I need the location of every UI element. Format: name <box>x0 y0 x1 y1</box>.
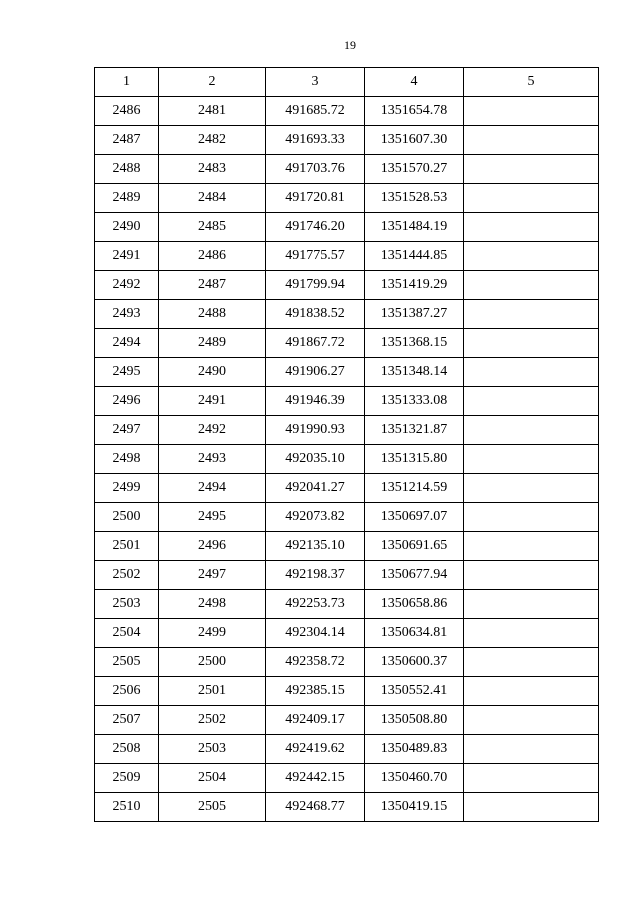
table-cell: 2505 <box>159 793 266 822</box>
table-cell: 2507 <box>95 706 159 735</box>
table-cell: 1351528.53 <box>365 184 464 213</box>
table-cell: 491799.94 <box>266 271 365 300</box>
table-row <box>95 300 599 329</box>
table-cell: 492304.14 <box>266 619 365 648</box>
table-row <box>95 764 599 793</box>
table-cell: 2497 <box>159 561 266 590</box>
table-row <box>95 706 599 735</box>
table-row <box>95 532 599 561</box>
table-cell: 2504 <box>159 764 266 793</box>
table-cell <box>464 184 599 213</box>
table-cell: 2499 <box>159 619 266 648</box>
table-cell: 491867.72 <box>266 329 365 358</box>
table-cell <box>464 561 599 590</box>
table-cell <box>464 706 599 735</box>
table-row <box>95 126 599 155</box>
table-cell: 492253.73 <box>266 590 365 619</box>
table-cell <box>464 503 599 532</box>
table-row <box>95 648 599 677</box>
table-row <box>95 445 599 474</box>
table-row <box>95 97 599 126</box>
table-cell <box>464 619 599 648</box>
table-cell: 2496 <box>95 387 159 416</box>
table-cell: 2498 <box>159 590 266 619</box>
column-header-3: 3 <box>266 68 365 97</box>
table-cell: 2487 <box>95 126 159 155</box>
table-cell: 491720.81 <box>266 184 365 213</box>
table-cell: 1351484.19 <box>365 213 464 242</box>
table-cell <box>464 590 599 619</box>
table-cell <box>464 155 599 184</box>
table-cell <box>464 532 599 561</box>
column-header-5: 5 <box>464 68 599 97</box>
table-cell: 491906.27 <box>266 358 365 387</box>
table-cell: 491685.72 <box>266 97 365 126</box>
table-cell: 2486 <box>95 97 159 126</box>
table-cell: 2486 <box>159 242 266 271</box>
table-row <box>95 184 599 213</box>
coordinates-table <box>94 67 599 822</box>
table-cell: 1350508.80 <box>365 706 464 735</box>
table-cell <box>464 677 599 706</box>
table-cell: 1351333.08 <box>365 387 464 416</box>
table-cell <box>464 648 599 677</box>
table-cell: 2496 <box>159 532 266 561</box>
table-cell: 1350489.83 <box>365 735 464 764</box>
table-header-row <box>95 68 599 97</box>
table-cell: 492035.10 <box>266 445 365 474</box>
table-cell: 2505 <box>95 648 159 677</box>
table-cell: 2495 <box>159 503 266 532</box>
table-cell: 2497 <box>95 416 159 445</box>
table-cell: 2490 <box>159 358 266 387</box>
table-cell: 2493 <box>159 445 266 474</box>
table-cell <box>464 358 599 387</box>
column-header-1: 1 <box>95 68 159 97</box>
table-cell: 491990.93 <box>266 416 365 445</box>
table-cell: 1350691.65 <box>365 532 464 561</box>
table-row <box>95 155 599 184</box>
table-cell: 492409.17 <box>266 706 365 735</box>
table-cell: 2491 <box>95 242 159 271</box>
table-cell: 1351387.27 <box>365 300 464 329</box>
table-cell: 491946.39 <box>266 387 365 416</box>
table-row <box>95 416 599 445</box>
table-cell: 2487 <box>159 271 266 300</box>
table-cell: 492198.37 <box>266 561 365 590</box>
table-cell: 2508 <box>95 735 159 764</box>
table-cell <box>464 213 599 242</box>
table-cell: 2503 <box>95 590 159 619</box>
table-cell: 492358.72 <box>266 648 365 677</box>
table-cell: 2494 <box>159 474 266 503</box>
table-cell: 1351654.78 <box>365 97 464 126</box>
table-cell: 2510 <box>95 793 159 822</box>
table-cell: 492419.62 <box>266 735 365 764</box>
table-cell <box>464 271 599 300</box>
table-cell: 1350634.81 <box>365 619 464 648</box>
table-cell: 1351607.30 <box>365 126 464 155</box>
table-cell: 492073.82 <box>266 503 365 532</box>
table-cell: 2481 <box>159 97 266 126</box>
table-cell <box>464 329 599 358</box>
table-cell: 1351315.80 <box>365 445 464 474</box>
table-cell: 491703.76 <box>266 155 365 184</box>
column-header-2: 2 <box>159 68 266 97</box>
table-row <box>95 793 599 822</box>
table-cell: 2503 <box>159 735 266 764</box>
table-cell: 491775.57 <box>266 242 365 271</box>
table-cell <box>464 764 599 793</box>
table-row <box>95 358 599 387</box>
table-cell: 1350697.07 <box>365 503 464 532</box>
table-cell: 1350600.37 <box>365 648 464 677</box>
table-cell: 492385.15 <box>266 677 365 706</box>
table-cell: 2491 <box>159 387 266 416</box>
table-cell <box>464 416 599 445</box>
table-cell: 1351570.27 <box>365 155 464 184</box>
table-cell: 1350419.15 <box>365 793 464 822</box>
table-row <box>95 242 599 271</box>
table-cell: 1350677.94 <box>365 561 464 590</box>
table-cell <box>464 97 599 126</box>
table-cell: 2500 <box>95 503 159 532</box>
table-cell: 1351321.87 <box>365 416 464 445</box>
table-cell: 2495 <box>95 358 159 387</box>
column-header-4: 4 <box>365 68 464 97</box>
table-cell: 1351214.59 <box>365 474 464 503</box>
table-cell: 2490 <box>95 213 159 242</box>
table-cell: 2484 <box>159 184 266 213</box>
table-cell <box>464 474 599 503</box>
table-row <box>95 387 599 416</box>
table-cell: 2499 <box>95 474 159 503</box>
table-cell: 2488 <box>95 155 159 184</box>
table-cell <box>464 126 599 155</box>
table-cell <box>464 387 599 416</box>
table-cell: 491838.52 <box>266 300 365 329</box>
table-cell: 1351419.29 <box>365 271 464 300</box>
table-row <box>95 561 599 590</box>
table-cell: 2483 <box>159 155 266 184</box>
table-cell: 2494 <box>95 329 159 358</box>
table-row <box>95 213 599 242</box>
table-cell: 1350552.41 <box>365 677 464 706</box>
table-row <box>95 677 599 706</box>
table-cell: 2492 <box>95 271 159 300</box>
table-row <box>95 329 599 358</box>
table-cell: 2509 <box>95 764 159 793</box>
table-cell: 492041.27 <box>266 474 365 503</box>
table-cell: 491746.20 <box>266 213 365 242</box>
table-cell <box>464 445 599 474</box>
table-cell: 2492 <box>159 416 266 445</box>
table-cell: 491693.33 <box>266 126 365 155</box>
table-cell: 2489 <box>95 184 159 213</box>
table-cell: 1350658.86 <box>365 590 464 619</box>
table-cell: 2488 <box>159 300 266 329</box>
table-body <box>95 97 599 822</box>
table-cell: 1351368.15 <box>365 329 464 358</box>
table-row <box>95 503 599 532</box>
table-cell: 2506 <box>95 677 159 706</box>
table-cell: 2504 <box>95 619 159 648</box>
table-row <box>95 474 599 503</box>
table-cell: 492135.10 <box>266 532 365 561</box>
page-number: 19 <box>344 38 356 52</box>
table-row <box>95 271 599 300</box>
table-cell: 1350460.70 <box>365 764 464 793</box>
table-cell: 2500 <box>159 648 266 677</box>
table-cell <box>464 735 599 764</box>
table-cell: 2502 <box>159 706 266 735</box>
table-cell: 1351444.85 <box>365 242 464 271</box>
table-cell: 2493 <box>95 300 159 329</box>
table-cell: 492442.15 <box>266 764 365 793</box>
table-row <box>95 590 599 619</box>
table-cell <box>464 300 599 329</box>
table-cell: 1351348.14 <box>365 358 464 387</box>
table-cell: 2498 <box>95 445 159 474</box>
table-cell <box>464 793 599 822</box>
table-cell <box>464 242 599 271</box>
table-cell: 2489 <box>159 329 266 358</box>
table-cell: 2482 <box>159 126 266 155</box>
table-cell: 492468.77 <box>266 793 365 822</box>
table-cell: 2501 <box>159 677 266 706</box>
table-cell: 2501 <box>95 532 159 561</box>
table-row <box>95 619 599 648</box>
table-row <box>95 735 599 764</box>
table-cell: 2485 <box>159 213 266 242</box>
table-cell: 2502 <box>95 561 159 590</box>
